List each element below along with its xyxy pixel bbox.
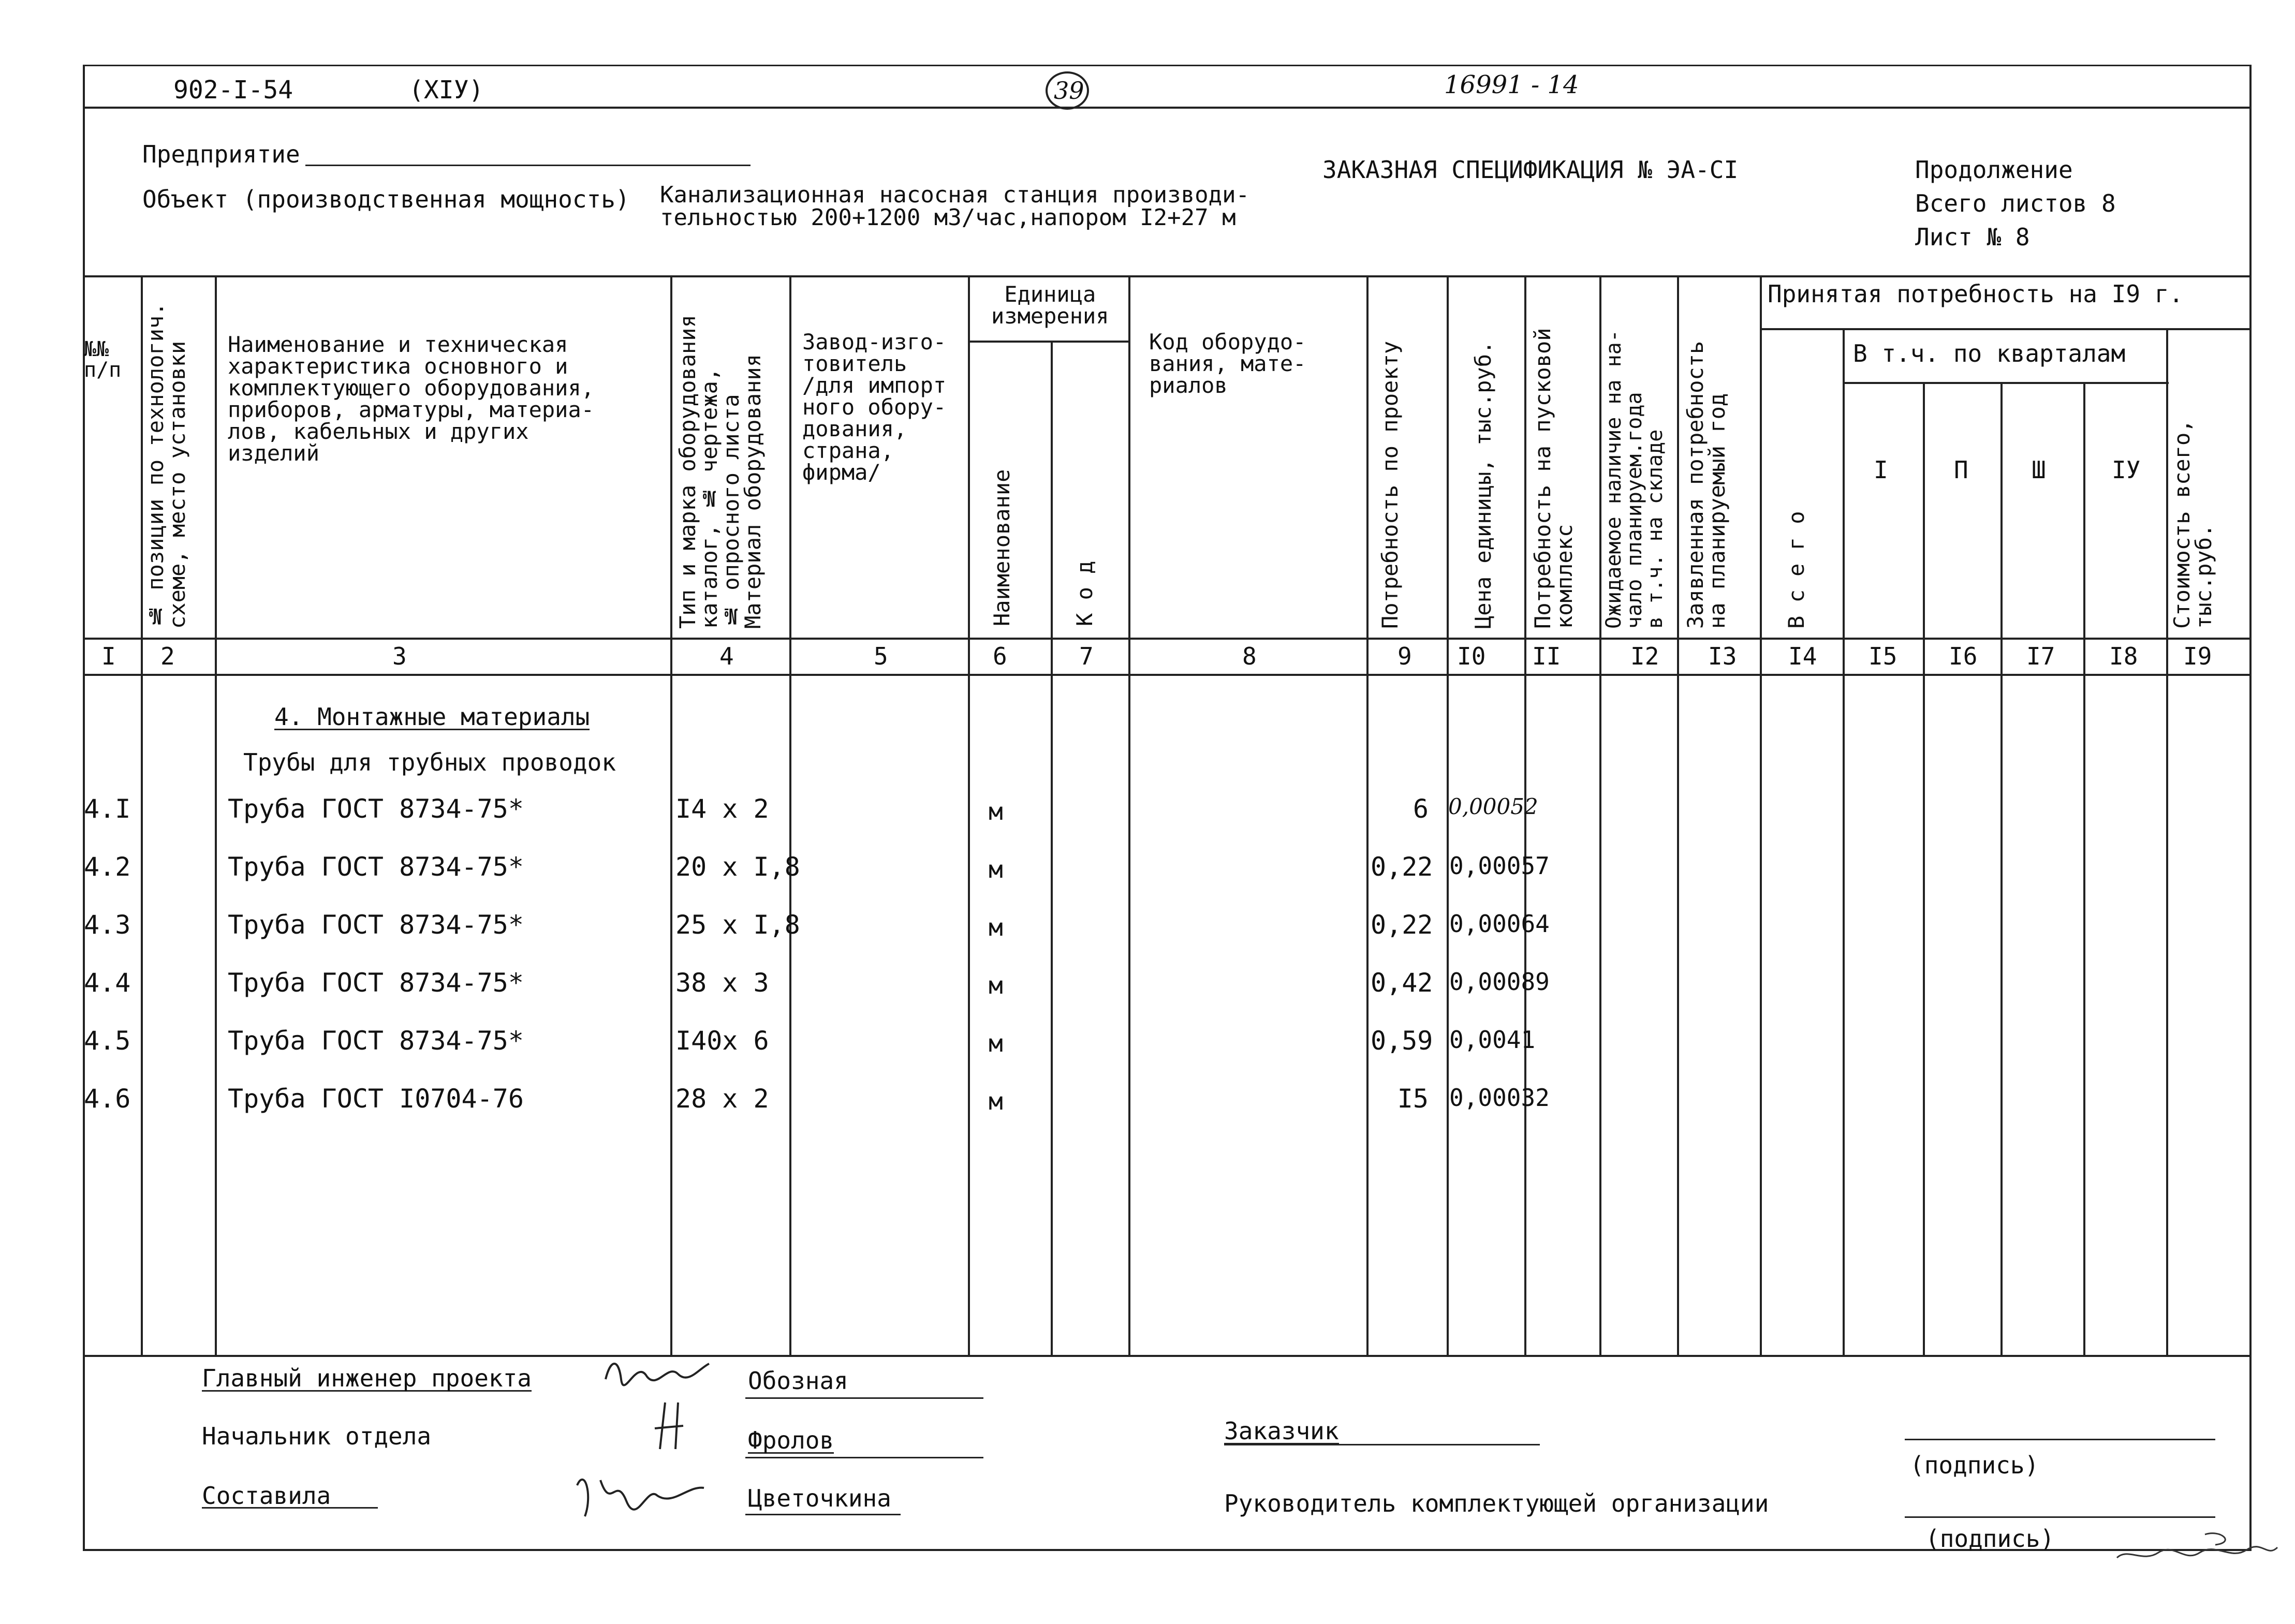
col-number: I6 [1949, 642, 1978, 670]
dept-head-signature [650, 1397, 691, 1454]
row-type: 25 х I,8 [675, 910, 800, 940]
row-price: 0,00057 [1449, 852, 1550, 880]
signature-line-1 [1905, 1439, 2215, 1440]
row-price: 0,00052 [1448, 794, 1538, 819]
quarters-header: В т.ч. по кварталам [1853, 339, 2126, 367]
chief-engineer-name: Обозная [748, 1367, 848, 1395]
compiler-signature [569, 1465, 709, 1527]
signature-caption-2: (подпись) [1925, 1525, 2055, 1553]
row-number: 4.I [84, 794, 131, 824]
document-code: 902-I-54 [173, 76, 293, 105]
row-number: 4.4 [84, 968, 131, 998]
row-quantity: 0,42 [1371, 968, 1433, 998]
col-header-11: Потребность на пусковой комплекс [1530, 328, 1577, 629]
row-unit: м [989, 855, 1003, 883]
col-header-13: Заявленная потребность на планируемый год [1683, 341, 1730, 629]
chief-engineer-line [745, 1397, 983, 1399]
col-number: I2 [1630, 642, 1659, 670]
col-header-19: Стоимость всего, тыс.руб. [2169, 419, 2216, 629]
enterprise-line [305, 165, 751, 166]
object-value: Канализационная насосная станция производи- тельностью 200+1200 м3/час,напором I2+27 м [660, 182, 1250, 231]
customer-label: Заказчик [1224, 1417, 1339, 1445]
col-header-6: Наименование [989, 469, 1014, 626]
row-unit: м [989, 971, 1003, 999]
continuation-label: Продолжение [1915, 156, 2073, 184]
row-quantity: 6 [1413, 794, 1429, 824]
row-quantity: 0,59 [1371, 1026, 1433, 1056]
col-number: I3 [1708, 642, 1737, 670]
col-number: 2 [160, 642, 175, 670]
compiled-label: Составила [202, 1482, 331, 1510]
col-header-14: В с е г о [1784, 511, 1809, 629]
compiled-name-line [745, 1514, 901, 1515]
row-item-name: Труба ГОСТ 8734-75* [228, 1026, 524, 1056]
row-unit: м [989, 798, 1003, 825]
col-number: 8 [1242, 642, 1257, 670]
col-number: 3 [392, 642, 407, 670]
col-number: 9 [1397, 642, 1412, 670]
col-number: 6 [993, 642, 1007, 670]
signature-line-2 [1905, 1516, 2215, 1518]
chief-engineer-signature [600, 1348, 714, 1395]
col-header-4: Тип и марка оборудования каталог, № чертежа, № опросного листа Материал оборудования [675, 315, 766, 629]
row-type: I4 х 2 [675, 794, 769, 824]
section-subtitle: Трубы для трубных проводок [243, 748, 616, 776]
sheet-number: Лист № 8 [1915, 223, 2030, 251]
row-type: 20 х I,8 [675, 852, 800, 882]
col-number: I5 [1869, 642, 1897, 670]
col-number: I8 [2109, 642, 2138, 670]
col-header-1: №№ п/п [84, 337, 122, 382]
col-header-12: Ожидаемое наличие на на- чало планируем.года в т.ч. на складе [1602, 330, 1667, 629]
row-unit: м [989, 1087, 1003, 1115]
dept-head-label: Начальник отдела [202, 1422, 432, 1450]
page-number-circle [1046, 71, 1089, 110]
col-header-9: Потребность по проекту [1377, 341, 1403, 629]
row-price: 0,00064 [1449, 910, 1550, 938]
signature-caption-1: (подпись) [1910, 1451, 2039, 1479]
col-number: 7 [1079, 642, 1094, 670]
row-type: I40х 6 [675, 1026, 769, 1056]
page-number: 39 [1054, 77, 1084, 105]
row-quantity: 0,22 [1371, 910, 1433, 940]
chief-engineer-label: Главный инженер проекта [202, 1364, 532, 1392]
dept-head-line [745, 1457, 983, 1458]
col-number: II [1532, 642, 1561, 670]
total-sheets: Всего листов 8 [1915, 189, 2116, 217]
customer-line [1224, 1444, 1540, 1445]
row-unit: м [989, 913, 1003, 941]
row-price: 0,0041 [1449, 1026, 1536, 1054]
quarter-1: I [1874, 456, 1888, 484]
col-header-2: № позиции по технологич. схеме, место установки [143, 302, 190, 629]
dept-head-name: Фролов [748, 1426, 834, 1454]
row-unit: м [989, 1029, 1003, 1057]
quarter-3: Ш [2032, 456, 2046, 484]
accepted-demand-header: Принятая потребность на I9 г. [1768, 280, 2184, 308]
row-type: 28 х 2 [675, 1084, 769, 1114]
col-header-5: Завод-изго- товитель /для импорт ного обору- дования, страна, фирма/ [802, 329, 947, 485]
col-number: I0 [1457, 642, 1486, 670]
row-item-name: Труба ГОСТ 8734-75* [228, 794, 524, 824]
col-header-10: Цена единицы, тыс.руб. [1470, 341, 1496, 629]
quarter-2: П [1954, 456, 1968, 484]
col-number: I7 [2026, 642, 2055, 670]
object-label: Объект (производственная мощность) [142, 185, 630, 213]
inventory-number: 16991 - 14 [1444, 70, 1579, 99]
roman-numeral: (XIУ) [409, 76, 484, 105]
quarter-4: IУ [2112, 456, 2141, 484]
row-number: 4.2 [84, 852, 131, 882]
enterprise-label: Предприятие [142, 140, 300, 168]
row-price: 0,00032 [1449, 1084, 1550, 1112]
row-quantity: 0,22 [1371, 852, 1433, 882]
col-number: I9 [2183, 642, 2212, 670]
scribble-mark [2112, 1527, 2283, 1573]
compiled-line [202, 1507, 378, 1509]
row-price: 0,00089 [1449, 968, 1550, 996]
row-number: 4.5 [84, 1026, 131, 1056]
col-header-8: Код оборудо- вания, мате- риалов [1149, 329, 1306, 398]
col-number: I4 [1788, 642, 1817, 670]
row-item-name: Труба ГОСТ 8734-75* [228, 910, 524, 940]
row-type: 38 х 3 [675, 968, 769, 998]
section-title: 4. Монтажные материалы [274, 703, 590, 731]
unit-group-header: Единица измерения [991, 282, 1109, 329]
row-item-name: Труба ГОСТ 8734-75* [228, 968, 524, 998]
row-number: 4.3 [84, 910, 131, 940]
col-header-3: Наименование и техническая характеристика основного и комплектующего оборудования, приборов, арматуры, материа- лов, кабельных и других изделий [228, 332, 595, 466]
org-head-label: Руководитель комплектующей организации [1224, 1489, 1769, 1517]
spec-title: ЗАКАЗНАЯ СПЕЦИФИКАЦИЯ № ЭА-СI [1322, 156, 1739, 184]
col-number: I [101, 642, 116, 670]
col-number: 4 [719, 642, 734, 670]
col-number: 5 [874, 642, 888, 670]
row-quantity: I5 [1397, 1084, 1429, 1114]
col-header-7: К о д [1072, 560, 1097, 626]
row-number: 4.6 [84, 1084, 131, 1114]
compiled-name: Цветочкина [748, 1484, 891, 1512]
row-item-name: Труба ГОСТ I0704-76 [228, 1084, 524, 1114]
row-item-name: Труба ГОСТ 8734-75* [228, 852, 524, 882]
